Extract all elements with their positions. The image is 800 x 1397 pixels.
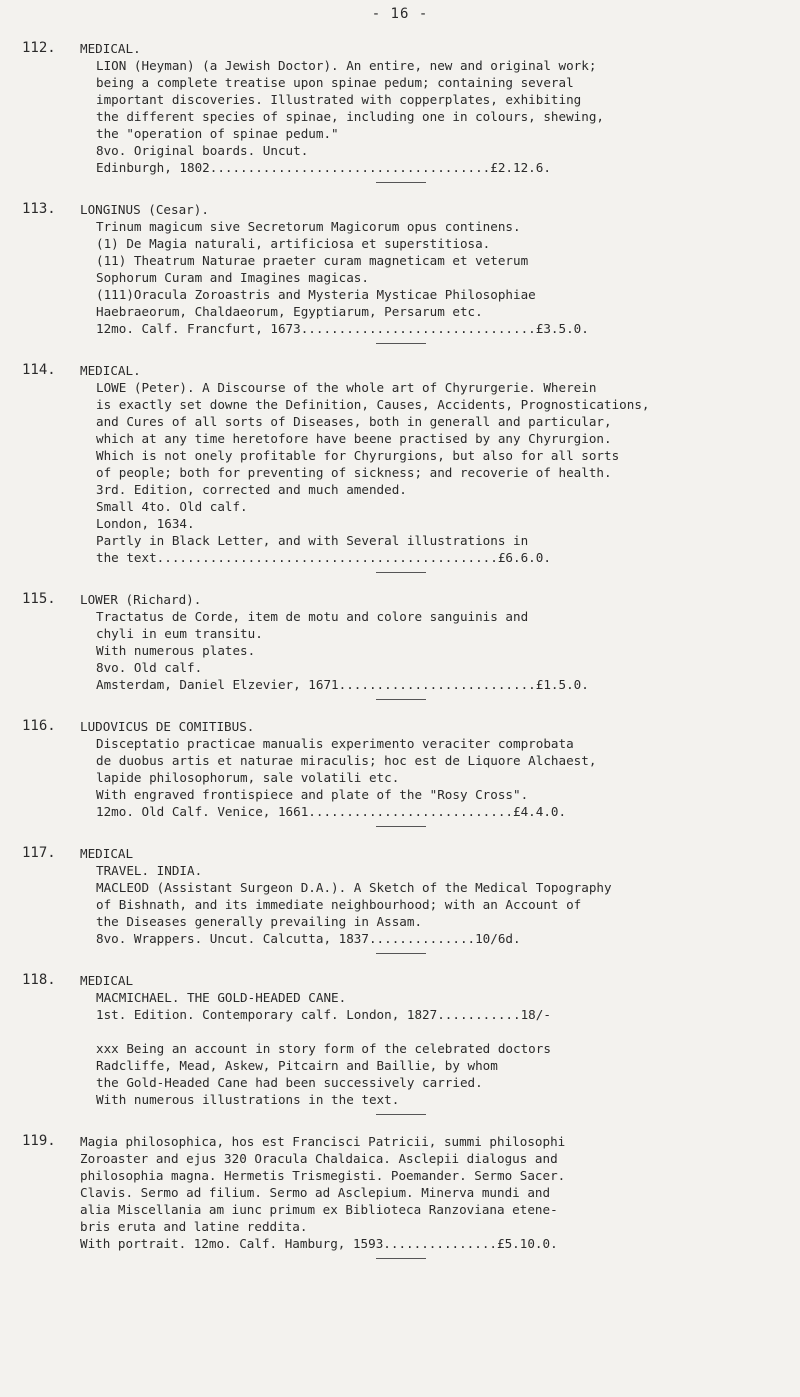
entry-line: xxx Being an account in story form of the celebrated doctors [96, 1041, 551, 1056]
entry-line: 3rd. Edition, corrected and much amended. [96, 482, 407, 497]
entry-line: 8vo. Old calf. [96, 660, 203, 675]
entry-line: the Diseases generally prevailing in Assam. [96, 914, 423, 929]
entry-line: 8vo. Wrappers. Uncut. Calcutta, 1837..............10/6d. [96, 931, 521, 946]
entry-heading: LONGINUS (Cesar). [80, 202, 209, 217]
entry-line: Edinburgh, 1802.....................................£2.12.6. [96, 160, 551, 175]
entry-divider [376, 572, 426, 573]
entry-line: the text.............................................£6.6.0. [96, 550, 551, 565]
entry-line: the Gold-Headed Cane had been successively carried. [96, 1075, 483, 1090]
entry-line: Tractatus de Corde, item de motu and colore sanguinis and [96, 609, 529, 624]
entry-heading: MEDICAL. [80, 41, 141, 56]
entry-heading: MEDICAL [80, 973, 134, 988]
entry-line: is exactly set downe the Definition, Causes, Accidents, Prognostications, [96, 397, 650, 412]
entry-heading: LOWER (Richard). [80, 592, 202, 607]
page-number: - 16 - [371, 6, 429, 22]
entry-heading: LUDOVICUS DE COMITIBUS. [80, 719, 255, 734]
catalogue-entries [0, 40, 800, 1277]
entry-line: chyli in eum transitu. [96, 626, 263, 641]
catalogue-entry [0, 362, 800, 573]
entry-line: Partly in Black Letter, and with Several illustrations in [96, 533, 529, 548]
entry-line: Disceptatio practicae manualis experimento veraciter comprobata [96, 736, 574, 751]
entry-divider [376, 343, 426, 344]
entry-line: and Cures of all sorts of Diseases, both in generall and particular, [96, 414, 612, 429]
catalogue-entry [0, 201, 800, 344]
entry-line [80, 1023, 792, 1040]
entry-line: alia Miscellania am iunc primum ex Biblioteca Ranzoviana etene- [80, 1202, 558, 1217]
entry-line: With numerous illustrations in the text. [96, 1092, 400, 1107]
entry-line: of Bishnath, and its immediate neighbourhood; with an Account of [96, 897, 582, 912]
entry-divider [376, 953, 426, 954]
entry-line: of people; both for preventing of sickness; and recoverie of health. [96, 465, 612, 480]
entry-divider [376, 826, 426, 827]
entry-line: LOWE (Peter). A Discourse of the whole art of Chyrurgerie. Wherein [96, 380, 597, 395]
entry-number: 116. [22, 718, 56, 734]
entry-line: (11) Theatrum Naturae praeter curam magneticam et veterum [96, 253, 529, 268]
entry-line: important discoveries. Illustrated with copperplates, exhibiting [96, 92, 582, 107]
entry-line: Clavis. Sermo ad filium. Sermo ad Asclepium. Minerva mundi and [80, 1185, 551, 1200]
entry-line: With engraved frontispiece and plate of the "Rosy Cross". [96, 787, 529, 802]
entry-line: (1) De Magia naturali, artificiosa et superstitiosa. [96, 236, 491, 251]
entry-line: Radcliffe, Mead, Askew, Pitcairn and Baillie, by whom [96, 1058, 498, 1073]
entry-line: philosophia magna. Hermetis Trismegisti. Poemander. Sermo Sacer. [80, 1168, 566, 1183]
entry-line: Amsterdam, Daniel Elzevier, 1671..........................£1.5.0. [96, 677, 589, 692]
entry-line: Haebraeorum, Chaldaeorum, Egyptiarum, Persarum etc. [96, 304, 483, 319]
entry-body [80, 972, 792, 1115]
entry-line: Which is not onely profitable for Chyrurgions, but also for all sorts [96, 448, 620, 463]
catalogue-entry [0, 591, 800, 700]
catalogue-entry [0, 845, 800, 954]
entry-line: With portrait. 12mo. Calf. Hamburg, 1593...............£5.10.0. [80, 1236, 558, 1251]
entry-line: Zoroaster and ejus 320 Oracula Chaldaica. Asclepii dialogus and [80, 1151, 558, 1166]
catalogue-entry [0, 1133, 800, 1259]
entry-body [80, 845, 792, 954]
entry-number: 118. [22, 972, 56, 988]
catalogue-entry [0, 718, 800, 827]
entry-body [80, 40, 792, 183]
entry-line: MACMICHAEL. THE GOLD-HEADED CANE. [96, 990, 347, 1005]
entry-heading: MEDICAL [80, 846, 134, 861]
entry-number: 113. [22, 201, 56, 217]
entry-line: Magia philosophica, hos est Francisci Patricii, summi philosophi [80, 1134, 566, 1149]
entry-body [80, 718, 792, 827]
entry-number: 117. [22, 845, 56, 861]
entry-divider [376, 699, 426, 700]
entry-line: de duobus artis et naturae miraculis; hoc est de Liquore Alchaest, [96, 753, 597, 768]
entry-divider [376, 1114, 426, 1115]
entry-line: lapide philosophorum, sale volatili etc. [96, 770, 400, 785]
entry-line: which at any time heretofore have beene practised by any Chyrurgion. [96, 431, 612, 446]
entry-line: being a complete treatise upon spinae pedum; containing several [96, 75, 574, 90]
entry-body [80, 201, 792, 344]
catalogue-entry [0, 972, 800, 1115]
entry-line: Small 4to. Old calf. [96, 499, 248, 514]
entry-divider [376, 182, 426, 183]
entry-line: London, 1634. [96, 516, 195, 531]
entry-divider [376, 1258, 426, 1259]
entry-heading: MEDICAL. [80, 363, 141, 378]
entry-line: Trinum magicum sive Secretorum Magicorum opus continens. [96, 219, 521, 234]
entry-line: MACLEOD (Assistant Surgeon D.A.). A Sketch of the Medical Topography [96, 880, 612, 895]
entry-line: the different species of spinae, including one in colours, shewing, [96, 109, 604, 124]
entry-number: 114. [22, 362, 56, 378]
catalogue-entry [0, 40, 800, 183]
entry-line: (111)Oracula Zoroastris and Mysteria Mysticae Philosophiae [96, 287, 536, 302]
entry-body [80, 362, 792, 573]
entry-body [80, 1133, 792, 1259]
entry-body [80, 591, 792, 700]
entry-line: LION (Heyman) (a Jewish Doctor). An entire, new and original work; [96, 58, 597, 73]
entry-line: bris eruta and latine reddita. [80, 1219, 308, 1234]
entry-line: Sophorum Curam and Imagines magicas. [96, 270, 369, 285]
entry-line: 8vo. Original boards. Uncut. [96, 143, 309, 158]
entry-line: 12mo. Calf. Francfurt, 1673...............................£3.5.0. [96, 321, 589, 336]
entry-number: 115. [22, 591, 56, 607]
entry-line: With numerous plates. [96, 643, 256, 658]
entry-line: the "operation of spinae pedum." [96, 126, 339, 141]
entry-line: TRAVEL. INDIA. [96, 863, 203, 878]
entry-line: 12mo. Old Calf. Venice, 1661...........................£4.4.0. [96, 804, 567, 819]
entry-line: 1st. Edition. Contemporary calf. London, 1827...........18/- [96, 1007, 551, 1022]
entry-number: 112. [22, 40, 56, 56]
entry-number: 119. [22, 1133, 56, 1149]
